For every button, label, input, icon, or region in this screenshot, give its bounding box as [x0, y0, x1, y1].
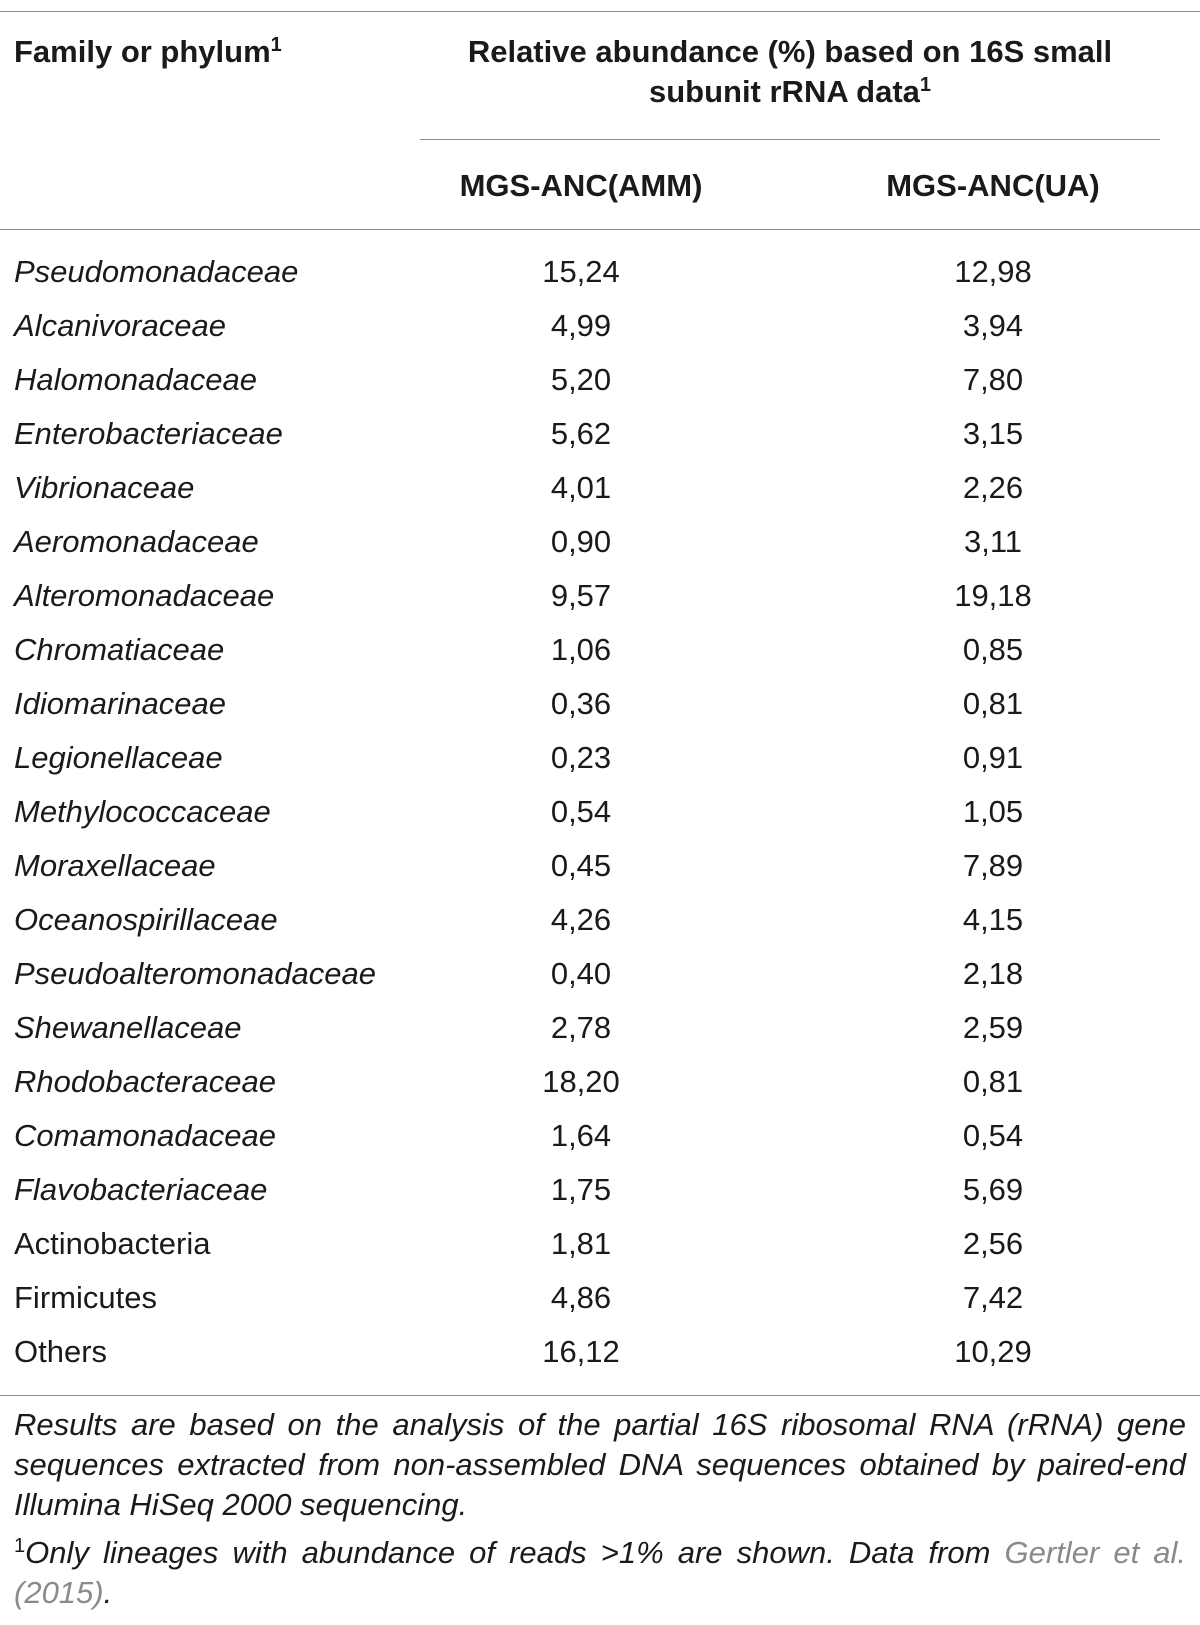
- top-rule: [0, 11, 1200, 12]
- family-name-cell: Actinobacteria: [14, 1226, 211, 1261]
- amm-value-cell: 1,64: [550, 1118, 612, 1153]
- column-group-header-line2: subunit rRNA data$^1$: [648, 74, 932, 109]
- amm-value-cell: 1,75: [550, 1172, 612, 1207]
- ua-value-cell: 0,85: [962, 632, 1024, 667]
- ua-value-cell: 2,26: [962, 470, 1024, 505]
- family-name-cell: Moraxellaceae: [14, 848, 216, 883]
- amm-value-cell: 2,78: [550, 1010, 612, 1045]
- family-name-cell: Legionellaceae: [14, 740, 223, 775]
- column-group-header-line1: Relative abundance (%) based on 16S small: [467, 34, 1113, 69]
- header-rule: [0, 229, 1200, 230]
- ua-value-cell: 3,15: [962, 416, 1024, 451]
- amm-value-cell: 5,20: [550, 362, 612, 397]
- amm-value-cell: 0,36: [550, 686, 612, 721]
- family-name-cell: Enterobacteriaceae: [14, 416, 283, 451]
- ua-value-cell: 2,56: [962, 1226, 1024, 1261]
- ua-value-cell: 0,81: [962, 1064, 1024, 1099]
- amm-value-cell: 18,20: [542, 1064, 620, 1099]
- amm-value-cell: 15,24: [542, 254, 620, 289]
- amm-value-cell: 9,57: [550, 578, 612, 613]
- column-header-ua: MGS-ANC(UA): [886, 168, 1100, 203]
- bottom-rule: [0, 1395, 1200, 1396]
- family-name-cell: Vibrionaceae: [14, 470, 195, 505]
- ua-value-cell: 7,80: [962, 362, 1024, 397]
- ua-value-cell: 10,29: [954, 1334, 1032, 1369]
- family-name-cell: Alteromonadaceae: [14, 578, 275, 613]
- ua-value-cell: 19,18: [954, 578, 1032, 613]
- amm-value-cell: 4,26: [550, 902, 612, 937]
- family-name-cell: Idiomarinaceae: [14, 686, 226, 721]
- ua-value-cell: 2,59: [962, 1010, 1024, 1045]
- table-note: Results are based on the analysis of the partial 16S ribosomal RNA (rRNA) gene sequences extracted from non-assembled DNA sequences obtained by paired-end Illumina HiSeq 2000 sequencing.: [14, 1407, 1186, 1522]
- family-name-cell: Rhodobacteraceae: [14, 1064, 276, 1099]
- ua-value-cell: 3,11: [963, 524, 1023, 559]
- family-name-cell: Chromatiaceae: [14, 632, 225, 667]
- amm-value-cell: 4,01: [550, 470, 612, 505]
- family-name-cell: Shewanellaceae: [14, 1010, 242, 1045]
- amm-value-cell: 4,99: [550, 308, 612, 343]
- family-name-cell: Flavobacteriaceae: [14, 1172, 268, 1207]
- amm-value-cell: 0,40: [550, 956, 612, 991]
- family-name-cell: Methylococcaceae: [14, 794, 271, 829]
- column-header-amm: MGS-ANC(AMM): [459, 168, 703, 203]
- amm-value-cell: 1,81: [550, 1226, 612, 1261]
- ua-value-cell: 5,69: [962, 1172, 1024, 1207]
- ua-value-cell: 12,98: [954, 254, 1032, 289]
- table-footnote: $^1$Only lineages with abundance of reads >1% are shown. Data from Gertler et al. (2015).: [14, 1535, 1186, 1610]
- amm-value-cell: 0,54: [550, 794, 612, 829]
- amm-value-cell: 4,86: [550, 1280, 612, 1315]
- family-name-cell: Pseudomonadaceae: [14, 254, 299, 289]
- column-group-header: [420, 32, 1160, 112]
- column-header-family: Family or phylum$^1$: [14, 34, 282, 69]
- ua-value-cell: 4,15: [962, 902, 1024, 937]
- ua-value-cell: 2,18: [962, 956, 1024, 991]
- family-name-cell: Comamonadaceae: [14, 1118, 276, 1153]
- family-name-cell: Others: [14, 1334, 108, 1369]
- amm-value-cell: 1,06: [550, 632, 612, 667]
- amm-value-cell: 5,62: [550, 416, 612, 451]
- family-name-cell: Halomonadaceae: [14, 362, 258, 397]
- amm-value-cell: 0,90: [550, 524, 612, 559]
- family-name-cell: Oceanospirillaceae: [14, 902, 278, 937]
- ua-value-cell: 7,42: [962, 1280, 1024, 1315]
- ua-value-cell: 0,81: [962, 686, 1024, 721]
- family-name-cell: Firmicutes: [14, 1280, 157, 1315]
- ua-value-cell: 0,91: [962, 740, 1024, 775]
- group-rule: [420, 139, 1160, 140]
- family-name-cell: Aeromonadaceae: [14, 524, 259, 559]
- amm-value-cell: 16,12: [542, 1334, 620, 1369]
- amm-value-cell: 0,45: [550, 848, 612, 883]
- ua-value-cell: 7,89: [962, 848, 1024, 883]
- family-name-cell: Alcanivoraceae: [14, 308, 226, 343]
- family-name-cell: Pseudoalteromonadaceae: [14, 956, 376, 991]
- ua-value-cell: 3,94: [962, 308, 1024, 343]
- ua-value-cell: 0,54: [962, 1118, 1024, 1153]
- ua-value-cell: 1,05: [962, 794, 1024, 829]
- amm-value-cell: 0,23: [550, 740, 612, 775]
- citation-link[interactable]: Gertler et al. (2015): [14, 1535, 1186, 1610]
